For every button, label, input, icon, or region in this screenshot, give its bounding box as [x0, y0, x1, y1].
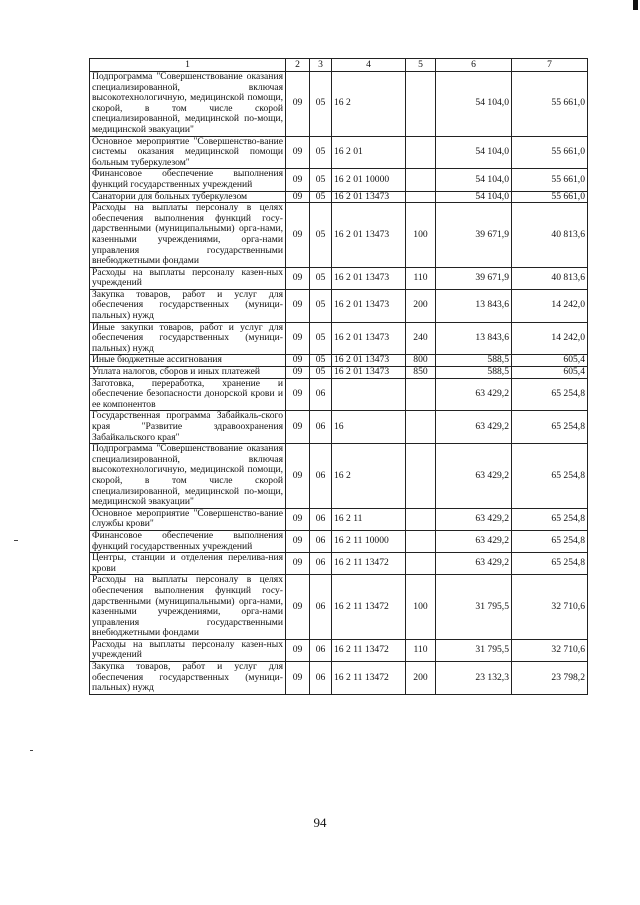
row-expense-type-cell: 200: [406, 289, 436, 322]
row-name-cell: Расходы на выплаты персоналу казен-ных учреждений: [90, 267, 286, 289]
row-section-cell: 09: [286, 367, 310, 379]
row-subsection-cell: 05: [310, 367, 332, 379]
row-expense-type-cell: [406, 508, 436, 530]
row-amount-col6-cell: 31 795,5: [436, 575, 512, 640]
row-section-cell: 09: [286, 169, 310, 191]
table-row: [90, 639, 588, 661]
row-expense-type-cell: [406, 191, 436, 203]
table-row: [90, 553, 588, 575]
row-subsection-cell: 05: [310, 136, 332, 169]
row-amount-col6-cell: 63 429,2: [436, 444, 512, 509]
row-name-cell: Финансовое обеспечение выполнения функций государственных учреждений: [90, 530, 286, 552]
header-cell-1: 1: [90, 59, 286, 72]
row-target-article-cell: 16 2 01 10000: [332, 169, 406, 191]
row-amount-col6-cell: 54 104,0: [436, 169, 512, 191]
table-row: [90, 355, 588, 367]
row-amount-col6-cell: 588,5: [436, 367, 512, 379]
table-row: [90, 169, 588, 191]
row-amount-col6-cell: 23 132,3: [436, 662, 512, 695]
row-target-article-cell: 16 2: [332, 72, 406, 137]
row-expense-type-cell: 100: [406, 575, 436, 640]
row-subsection-cell: 06: [310, 530, 332, 552]
row-expense-type-cell: [406, 169, 436, 191]
table-row: [90, 378, 588, 411]
header-cell-6: 6: [436, 59, 512, 72]
row-amount-col7-cell: 605,4: [512, 367, 588, 379]
row-section-cell: 09: [286, 444, 310, 509]
row-subsection-cell: 05: [310, 355, 332, 367]
row-amount-col6-cell: 63 429,2: [436, 378, 512, 411]
table-row: [90, 191, 588, 203]
row-expense-type-cell: [406, 136, 436, 169]
row-name-cell: Подпрограмма "Совершенствование оказания специализированной, включая высокотехнологичную, медицинской помощи, скорой, в том числе скорой специализированной, медицинской по-мощи, медицинской эвакуации": [90, 444, 286, 509]
row-amount-col7-cell: 65 254,8: [512, 444, 588, 509]
row-amount-col7-cell: 55 661,0: [512, 72, 588, 137]
row-subsection-cell: 06: [310, 575, 332, 640]
row-section-cell: 09: [286, 267, 310, 289]
row-name-cell: Расходы на выплаты персоналу казен-ных учреждений: [90, 639, 286, 661]
row-subsection-cell: 05: [310, 72, 332, 137]
row-target-article-cell: 16 2 01 13473: [332, 322, 406, 355]
scan-speck: [14, 540, 18, 541]
row-amount-col6-cell: 13 843,6: [436, 322, 512, 355]
row-section-cell: 09: [286, 639, 310, 661]
row-section-cell: 09: [286, 508, 310, 530]
row-amount-col6-cell: 13 843,6: [436, 289, 512, 322]
row-subsection-cell: 05: [310, 267, 332, 289]
row-target-article-cell: 16 2 01 13473: [332, 191, 406, 203]
row-subsection-cell: 06: [310, 662, 332, 695]
row-amount-col6-cell: 39 671,9: [436, 203, 512, 268]
row-name-cell: Заготовка, переработка, хранение и обеспечение безопасности донорской крови и ее компонентов: [90, 378, 286, 411]
row-target-article-cell: 16 2 01 13473: [332, 367, 406, 379]
row-amount-col7-cell: 65 254,8: [512, 530, 588, 552]
table-row: [90, 367, 588, 379]
row-target-article-cell: 16 2 11 13472: [332, 553, 406, 575]
row-target-article-cell: 16 2 11 10000: [332, 530, 406, 552]
row-subsection-cell: 06: [310, 411, 332, 444]
table-row: [90, 530, 588, 552]
row-amount-col7-cell: 65 254,8: [512, 553, 588, 575]
row-expense-type-cell: [406, 553, 436, 575]
row-expense-type-cell: 100: [406, 203, 436, 268]
row-amount-col7-cell: 55 661,0: [512, 136, 588, 169]
row-subsection-cell: 06: [310, 639, 332, 661]
row-section-cell: 09: [286, 191, 310, 203]
row-expense-type-cell: [406, 72, 436, 137]
row-name-cell: Уплата налогов, сборов и иных платежей: [90, 367, 286, 379]
table-row: [90, 289, 588, 322]
header-row: [90, 59, 588, 72]
row-amount-col7-cell: 65 254,8: [512, 378, 588, 411]
row-subsection-cell: 05: [310, 191, 332, 203]
row-amount-col6-cell: 54 104,0: [436, 191, 512, 203]
row-name-cell: Центры, станции и отделения перелива-ния крови: [90, 553, 286, 575]
row-amount-col7-cell: 65 254,8: [512, 508, 588, 530]
row-target-article-cell: 16 2 11: [332, 508, 406, 530]
row-subsection-cell: 05: [310, 322, 332, 355]
row-amount-col7-cell: 40 813,6: [512, 203, 588, 268]
row-amount-col6-cell: 63 429,2: [436, 508, 512, 530]
row-section-cell: 09: [286, 662, 310, 695]
row-subsection-cell: 06: [310, 444, 332, 509]
row-amount-col6-cell: 588,5: [436, 355, 512, 367]
table-body: [90, 72, 588, 695]
row-amount-col7-cell: 65 254,8: [512, 411, 588, 444]
table-row: [90, 267, 588, 289]
header-cell-3: 3: [310, 59, 332, 72]
row-expense-type-cell: [406, 444, 436, 509]
row-name-cell: Расходы на выплаты персоналу в целях обеспечения выполнения функций госу-дарственными (муниципальными) орга-нами, казенными учреждениями, орга-нами управления государственными внебюджетными фондами: [90, 203, 286, 268]
row-expense-type-cell: 110: [406, 267, 436, 289]
page-number: 94: [313, 815, 327, 830]
row-amount-col7-cell: 605,4: [512, 355, 588, 367]
row-expense-type-cell: 240: [406, 322, 436, 355]
row-target-article-cell: 16 2 11 13472: [332, 662, 406, 695]
row-amount-col6-cell: 54 104,0: [436, 72, 512, 137]
row-section-cell: 09: [286, 530, 310, 552]
row-name-cell: Закупка товаров, работ и услуг для обеспечения государственных (муници-пальных) нужд: [90, 662, 286, 695]
header-cell-7: 7: [512, 59, 588, 72]
row-expense-type-cell: [406, 530, 436, 552]
row-section-cell: 09: [286, 378, 310, 411]
row-target-article-cell: 16 2: [332, 444, 406, 509]
row-target-article-cell: 16 2 11 13472: [332, 639, 406, 661]
row-section-cell: 09: [286, 355, 310, 367]
row-expense-type-cell: 110: [406, 639, 436, 661]
row-amount-col6-cell: 63 429,2: [436, 530, 512, 552]
row-amount-col7-cell: 40 813,6: [512, 267, 588, 289]
row-amount-col7-cell: 14 242,0: [512, 289, 588, 322]
budget-table: [89, 58, 588, 695]
row-name-cell: Основное мероприятие "Совершенство-вание системы оказания медицинской помощи больным туберкулезом": [90, 136, 286, 169]
row-name-cell: Закупка товаров, работ и услуг для обеспечения государственных (муници-пальных) нужд: [90, 289, 286, 322]
row-subsection-cell: 06: [310, 378, 332, 411]
row-amount-col7-cell: 32 710,6: [512, 575, 588, 640]
table-row: [90, 72, 588, 137]
row-subsection-cell: 05: [310, 289, 332, 322]
table-row: [90, 411, 588, 444]
row-target-article-cell: 16 2 11 13472: [332, 575, 406, 640]
table-row: [90, 444, 588, 509]
row-subsection-cell: 05: [310, 169, 332, 191]
scan-speck: [30, 750, 33, 751]
header-cell-5: 5: [406, 59, 436, 72]
row-target-article-cell: 16 2 01: [332, 136, 406, 169]
table-row: [90, 203, 588, 268]
row-target-article-cell: 16 2 01 13473: [332, 355, 406, 367]
row-expense-type-cell: [406, 378, 436, 411]
row-section-cell: 09: [286, 203, 310, 268]
row-amount-col6-cell: 54 104,0: [436, 136, 512, 169]
row-amount-col6-cell: 31 795,5: [436, 639, 512, 661]
row-amount-col7-cell: 32 710,6: [512, 639, 588, 661]
row-section-cell: 09: [286, 322, 310, 355]
row-name-cell: Расходы на выплаты персоналу в целях обеспечения выполнения функций госу-дарственными (муниципальными) орга-нами, казенными учреждениями, орга-нами управления государственными внебюджетными фондами: [90, 575, 286, 640]
row-amount-col6-cell: 39 671,9: [436, 267, 512, 289]
row-amount-col7-cell: 23 798,2: [512, 662, 588, 695]
row-target-article-cell: 16 2 01 13473: [332, 267, 406, 289]
row-name-cell: Иные бюджетные ассигнования: [90, 355, 286, 367]
row-section-cell: 09: [286, 411, 310, 444]
row-name-cell: Основное мероприятие "Совершенство-вание службы крови": [90, 508, 286, 530]
row-expense-type-cell: 850: [406, 367, 436, 379]
row-amount-col7-cell: 14 242,0: [512, 322, 588, 355]
table-row: [90, 662, 588, 695]
scan-corner-mark: [633, 0, 638, 10]
row-target-article-cell: 16: [332, 411, 406, 444]
row-amount-col7-cell: 55 661,0: [512, 169, 588, 191]
row-subsection-cell: 05: [310, 203, 332, 268]
row-expense-type-cell: 200: [406, 662, 436, 695]
row-amount-col6-cell: 63 429,2: [436, 553, 512, 575]
row-name-cell: Финансовое обеспечение выполнения функций государственных учреждений: [90, 169, 286, 191]
header-cell-2: 2: [286, 59, 310, 72]
row-subsection-cell: 06: [310, 508, 332, 530]
row-section-cell: 09: [286, 289, 310, 322]
header-cell-4: 4: [332, 59, 406, 72]
row-expense-type-cell: [406, 411, 436, 444]
row-expense-type-cell: 800: [406, 355, 436, 367]
row-section-cell: 09: [286, 72, 310, 137]
row-name-cell: Иные закупки товаров, работ и услуг для обеспечения государственных (муници-пальных) нужд: [90, 322, 286, 355]
row-section-cell: 09: [286, 575, 310, 640]
row-name-cell: Подпрограмма "Совершенствование оказания специализированной, включая высокотехнологичную, медицинской помощи, скорой, в том числе скорой специализированной, медицинской по-мощи, медицинской эвакуации": [90, 72, 286, 137]
row-section-cell: 09: [286, 136, 310, 169]
row-target-article-cell: [332, 378, 406, 411]
row-section-cell: 09: [286, 553, 310, 575]
table-row: [90, 508, 588, 530]
row-name-cell: Санатории для больных туберкулезом: [90, 191, 286, 203]
table-row: [90, 575, 588, 640]
row-target-article-cell: 16 2 01 13473: [332, 203, 406, 268]
row-amount-col7-cell: 55 661,0: [512, 191, 588, 203]
row-subsection-cell: 06: [310, 553, 332, 575]
row-target-article-cell: 16 2 01 13473: [332, 289, 406, 322]
row-name-cell: Государственная программа Забайкаль-ского края "Развитие здравоохранения Забайкальского края": [90, 411, 286, 444]
row-amount-col6-cell: 63 429,2: [436, 411, 512, 444]
table-row: [90, 322, 588, 355]
table-row: [90, 136, 588, 169]
